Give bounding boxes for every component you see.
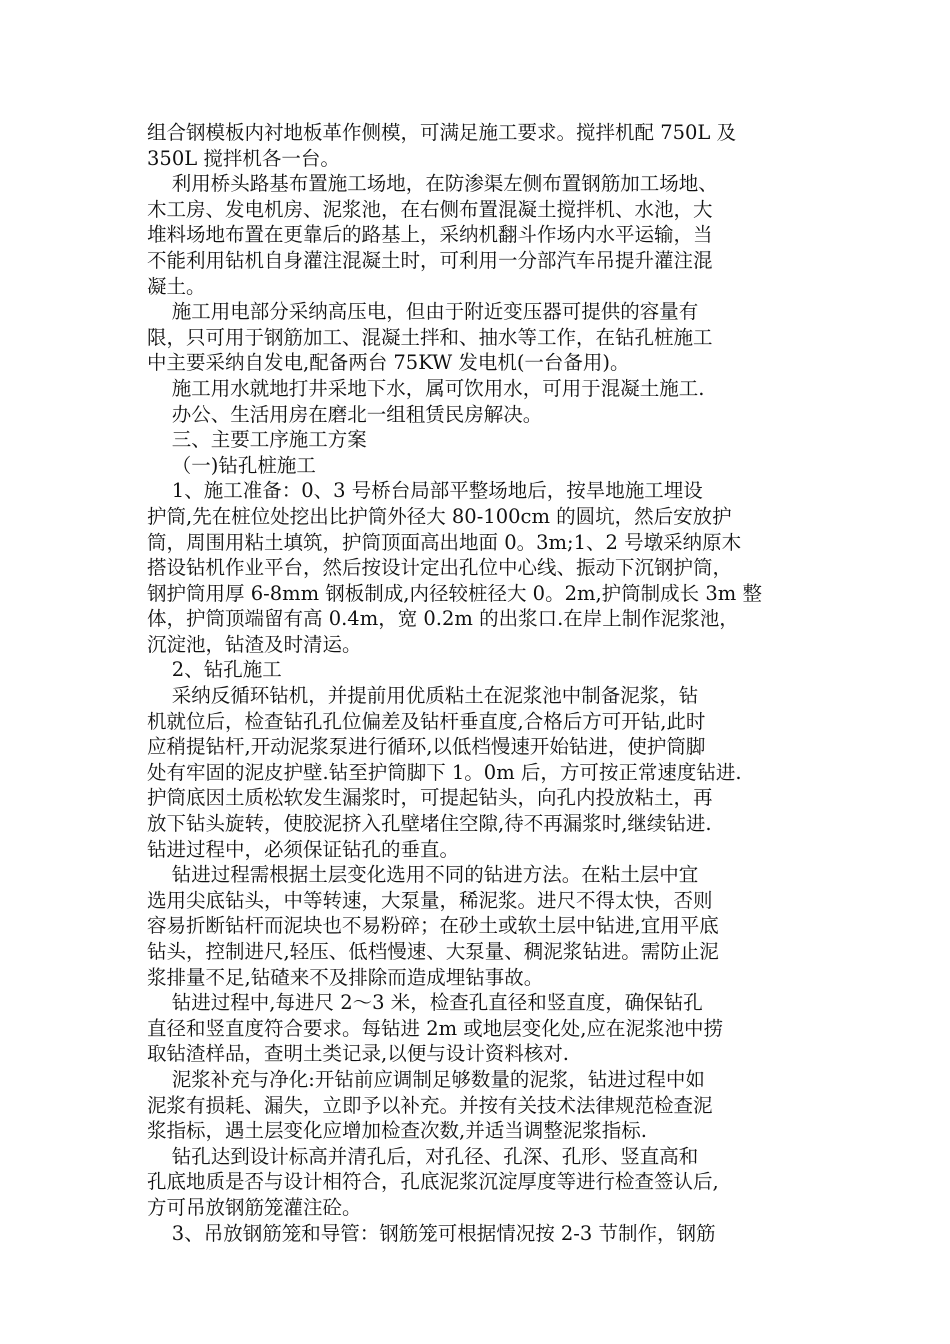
- text-line: 三、主要工序施工方案: [147, 428, 367, 452]
- text-line: 搭设钻机作业平台，然后按设计定出孔位中心线、振动下沉钢护筒，: [147, 556, 733, 580]
- text-line: 限，只可用于钢筋加工、混凝土拌和、抽水等工作，在钻孔桩施工: [147, 325, 713, 349]
- document-body: [147, 120, 817, 1246]
- text-line: 利用桥头路基布置施工场地，在防渗渠左侧布置钢筋加工场地、: [147, 172, 718, 196]
- text-line: 处有牢固的泥皮护壁.钻至护筒脚下 1。0m 后，方可按正常速度钻进.: [147, 760, 742, 784]
- text-line: 3、吊放钢筋笼和导管：钢筋笼可根据情况按 2-3 节制作，钢筋: [147, 1221, 716, 1245]
- text-line: 施工用水就地打井采地下水，属可饮用水，可用于混凝土施工.: [147, 376, 705, 400]
- text-line: 护筒底因土质松软发生漏浆时，可提起钻头，向孔内投放粘土，再: [147, 786, 713, 810]
- text-line: 筒，周围用粘土填筑，护筒顶面高出地面 0。3m;1、2 号墩采纳原木: [147, 530, 742, 554]
- text-line: 放下钻头旋转，使胶泥挤入孔壁堵住空隙,待不再漏浆时,继续钻进.: [147, 812, 712, 836]
- text-line: 护筒,先在桩位处挖出比护筒外径大 80-100cm 的圆坑，然后安放护: [147, 504, 732, 528]
- text-line: 应稍提钻杆,开动泥浆泵进行循环,以低档慢速开始钻进，使护筒脚: [147, 735, 706, 759]
- text-line: 钻进过程中,每进尺 2～3 米，检查孔直径和竖直度，确保钻孔: [147, 991, 703, 1015]
- text-line: 钻进过程需根据土层变化选用不同的钻进方法。在粘土层中宜: [147, 863, 699, 887]
- text-line: 办公、生活用房在磨北一组租赁民房解决。: [147, 402, 543, 426]
- text-line: 选用尖底钻头，中等转速，大泵量，稀泥浆。进尺不得太快，否则: [147, 888, 713, 912]
- text-line: 钻头，控制进尺,轻压、低档慢速、大泵量、稠泥浆钻进。需防止泥: [147, 940, 719, 963]
- text-line: 孔底地质是否与设计相符合，孔底泥浆沉淀厚度等进行检查签认后,: [147, 1170, 719, 1194]
- text-line: 钢护筒用厚 6-8mm 钢板制成,内径较桩径大 0。2m,护筒制成长 3m 整: [147, 581, 762, 605]
- text-line: 2、钻孔施工: [147, 658, 282, 682]
- text-line: 容易折断钻杆而泥块也不易粉碎；在砂土或软土层中钻进,宜用平底: [147, 914, 719, 938]
- text-line: 施工用电部分采纳高压电，但由于附近变压器可提供的容量有: [147, 300, 699, 324]
- text-line: 1、施工准备：0、3 号桥台局部平整场地后，按旱地施工埋设: [147, 479, 703, 503]
- text-line: 堆料场地布置在更靠后的路基上，采纳机翻斗作场内水平运输，当: [147, 223, 713, 247]
- text-line: （一)钻孔桩施工: [147, 453, 316, 477]
- text-line: 直径和竖直度符合要求。每钻进 2m 或地层变化处,应在泥浆池中捞: [147, 1016, 723, 1040]
- text-line: 组合钢模板内衬地板革作侧模，可满足施工要求。搅拌机配 750L 及: [147, 121, 737, 144]
- text-line: 钻孔达到设计标高并清孔后，对孔径、孔深、孔形、竖直高和: [147, 1144, 699, 1168]
- text-line: 泥浆有损耗、漏失，立即予以补充。并按有关技术法律规范检查泥: [147, 1093, 713, 1117]
- text-line: 木工房、发电机房、泥浆池，在右侧布置混凝土搅拌机、水池，大: [147, 197, 713, 221]
- text-line: 浆指标，遇土层变化应增加检查次数,并适当调整泥浆指标.: [147, 1119, 647, 1143]
- text-line: 体，护筒顶端留有高 0.4m，宽 0.2m 的出浆口.在岸上制作泥浆池，: [147, 607, 739, 631]
- text-line: 凝土。: [147, 274, 206, 298]
- text-line: 沉淀池，钻渣及时清运。: [147, 632, 362, 656]
- text-line: 泥浆补充与净化:开钻前应调制足够数量的泥浆，钻进过程中如: [147, 1067, 705, 1091]
- text-line: 不能利用钻机自身灌注混凝土时，可利用一分部汽车吊提升灌注混: [147, 248, 713, 272]
- text-line: 取钻渣样品，查明土类记录,以便与设计资料核对.: [147, 1042, 569, 1066]
- text-line: 机就位后，检查钻孔孔位偏差及钻杆垂直度,合格后方可开钻,此时: [147, 709, 706, 733]
- text-line: 中主要采纳自发电,配备两台 75KW 发电机(一台备用)。: [147, 351, 630, 375]
- text-line: 采纳反循环钻机，并提前用优质粘土在泥浆池中制备泥浆，钻: [147, 684, 699, 708]
- text-line: 钻进过程中，必须保证钻孔的垂直。: [147, 837, 460, 861]
- text-line: 350L 搅拌机各一台。: [147, 146, 340, 170]
- text-line: 方可吊放钢筋笼灌注砼。: [147, 1195, 362, 1219]
- text-line: 浆排量不足,钻碴来不及排除而造成埋钻事故。: [147, 965, 544, 989]
